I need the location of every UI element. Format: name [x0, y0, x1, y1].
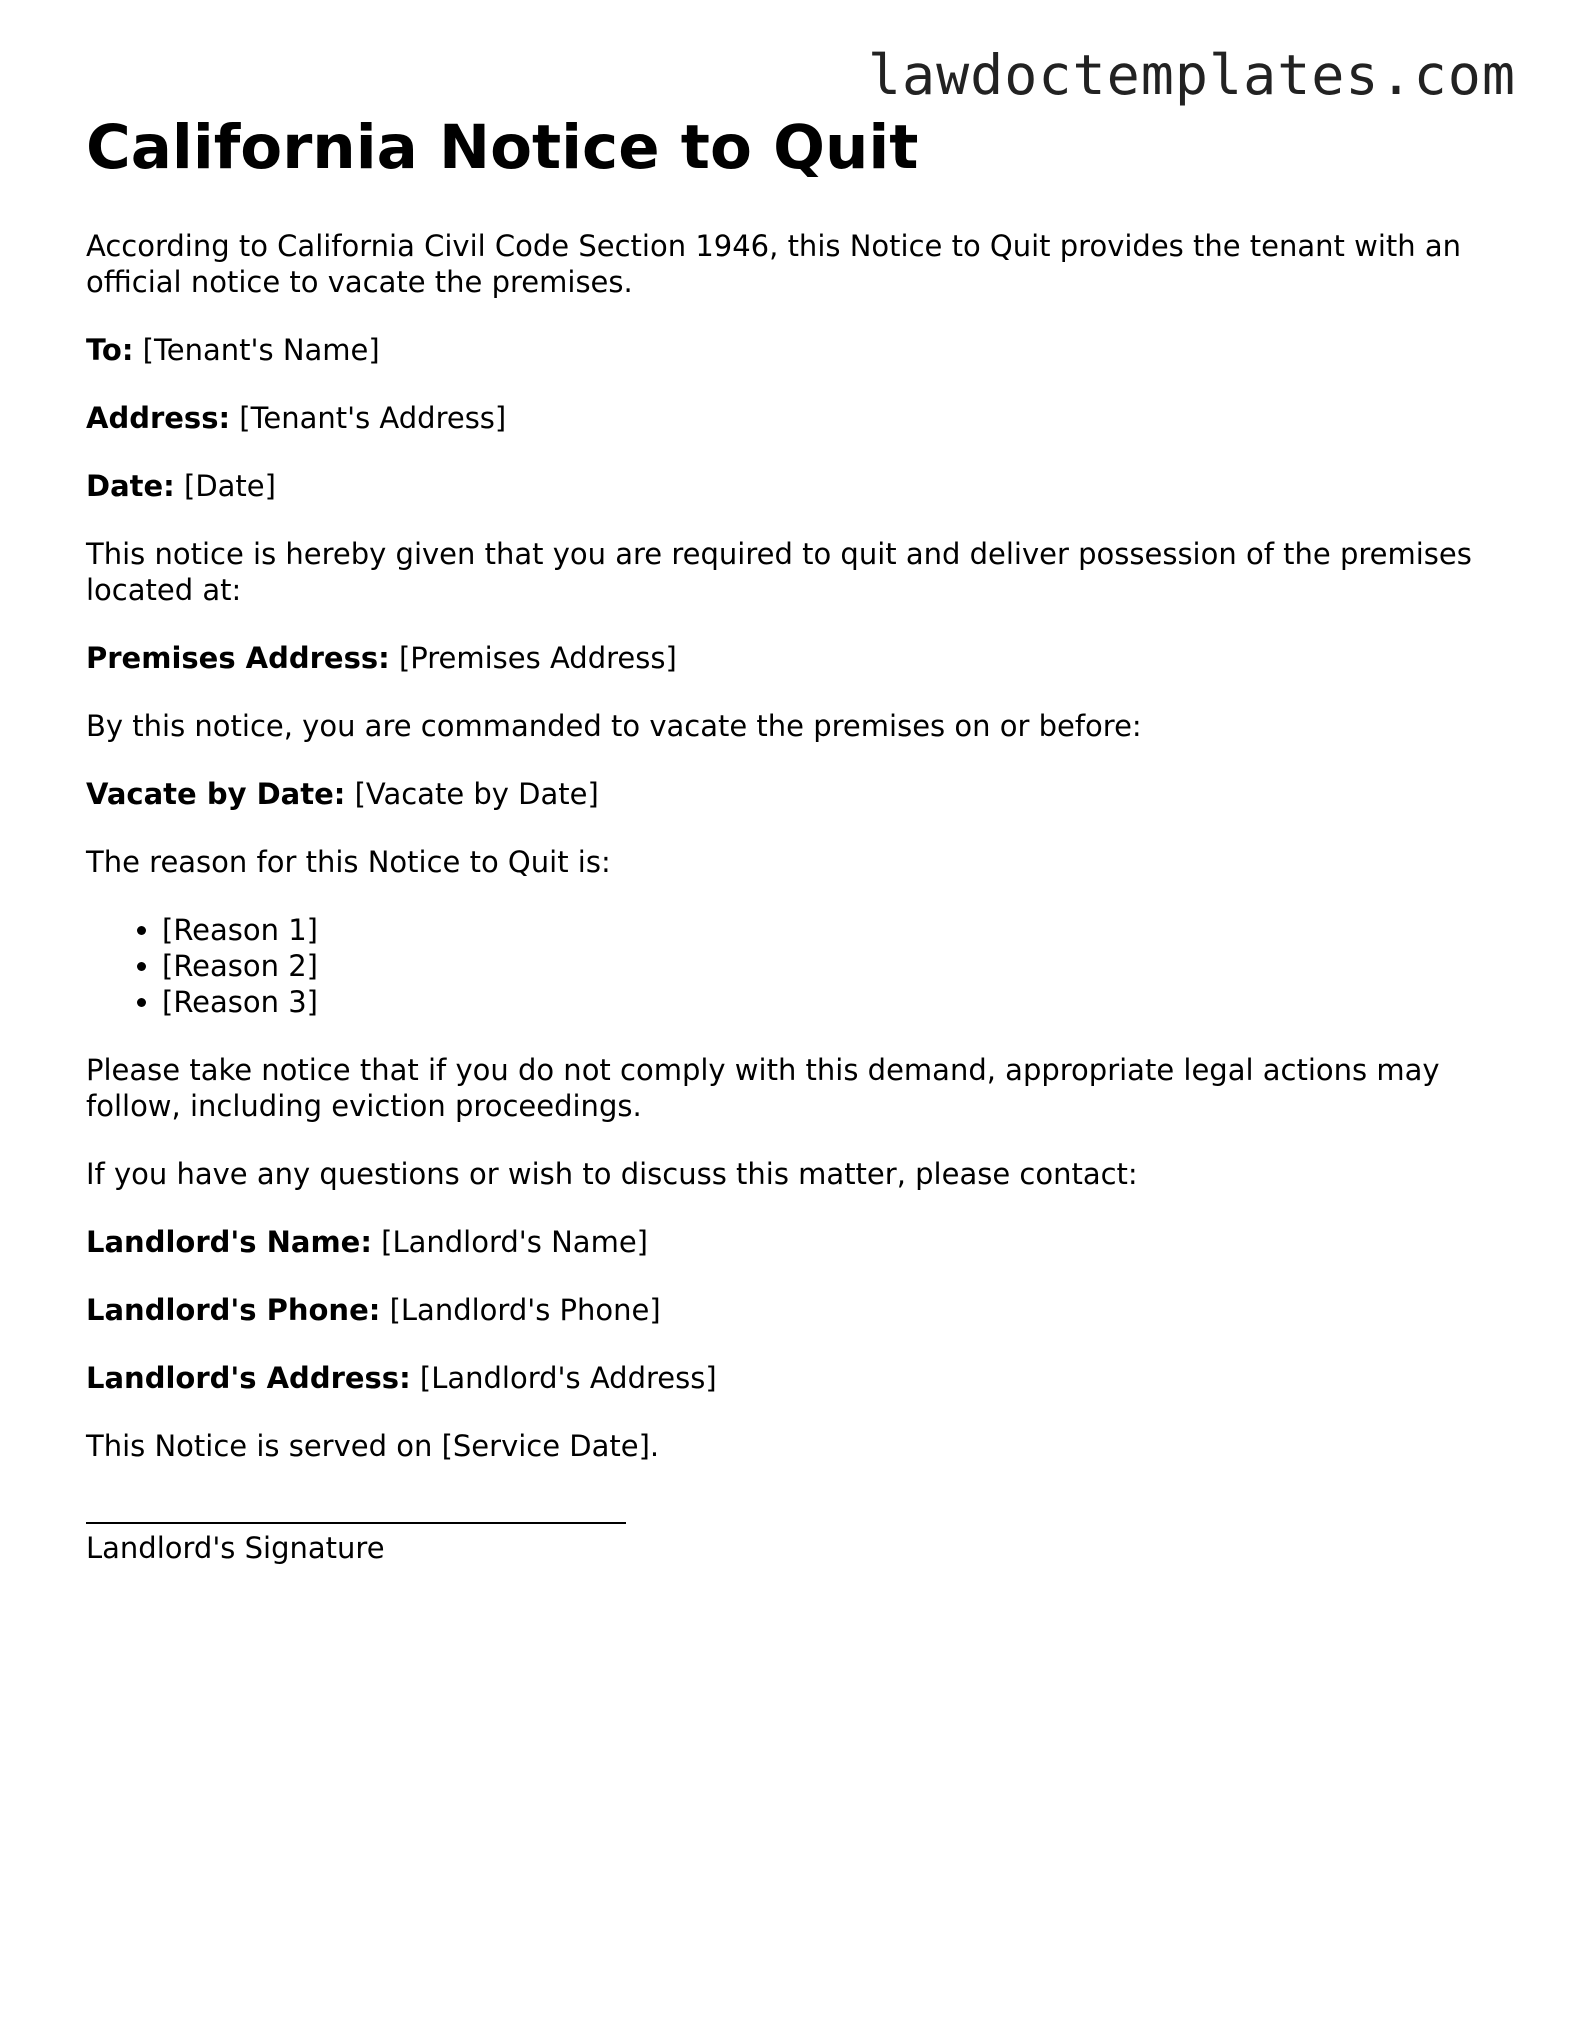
- site-watermark: lawdoctemplates.com: [867, 43, 1516, 107]
- service-date-paragraph: This Notice is served on [Service Date].: [86, 1429, 660, 1463]
- landlord-phone-label: Landlord's Phone:: [86, 1293, 381, 1327]
- list-item: • [Reason 3]: [162, 984, 1496, 1020]
- document-title: California Notice to Quit: [86, 112, 919, 183]
- intro-paragraph: According to California Civil Code Section 1946, this Notice to Quit provides the tenant with an official notice to vacate the premises.: [86, 229, 1462, 299]
- list-item: • [Reason 2]: [162, 948, 1496, 984]
- tenant-name-field: [86, 332, 1496, 368]
- date-value: [Date]: [184, 469, 276, 503]
- notice-paragraph: This notice is hereby given that you are required to quit and deliver possession of the premises located at:: [86, 537, 1472, 607]
- landlord-address-value: [Landlord's Address]: [419, 1361, 717, 1395]
- signature-label: Landlord's Signature: [86, 1531, 385, 1565]
- vacate-date-label: Vacate by Date:: [86, 777, 346, 811]
- signature-line: [86, 1498, 626, 1524]
- reason-intro: The reason for this Notice to Quit is:: [86, 845, 611, 879]
- landlord-name-value: [Landlord's Name]: [381, 1225, 648, 1259]
- premises-address-label: Premises Address:: [86, 641, 390, 675]
- signature-block: [86, 1498, 1496, 1566]
- tenant-name-label: To:: [86, 333, 134, 367]
- landlord-phone-value: [Landlord's Phone]: [389, 1293, 661, 1327]
- landlord-name-label: Landlord's Name:: [86, 1225, 372, 1259]
- contact-paragraph: If you have any questions or wish to discuss this matter, please contact:: [86, 1157, 1138, 1191]
- premises-address-value: [Premises Address]: [398, 641, 677, 675]
- notice-document: [86, 108, 1496, 1566]
- tenant-name-value: [Tenant's Name]: [142, 333, 380, 367]
- tenant-address-value: [Tenant's Address]: [239, 401, 507, 435]
- landlord-phone-field: [86, 1292, 1496, 1328]
- landlord-name-field: [86, 1224, 1496, 1260]
- landlord-address-field: [86, 1360, 1496, 1396]
- command-paragraph: By this notice, you are commanded to vacate the premises on or before:: [86, 709, 1142, 743]
- tenant-address-label: Address:: [86, 401, 231, 435]
- premises-address-field: [86, 640, 1496, 676]
- warning-paragraph: Please take notice that if you do not comply with this demand, appropriate legal actions may follow, including eviction proceedings.: [86, 1053, 1440, 1123]
- date-label: Date:: [86, 469, 175, 503]
- list-item: • [Reason 1]: [162, 912, 1496, 948]
- vacate-date-field: [86, 776, 1496, 812]
- tenant-address-field: [86, 400, 1496, 436]
- reasons-list: [86, 912, 1496, 1020]
- date-field: [86, 468, 1496, 504]
- landlord-address-label: Landlord's Address:: [86, 1361, 411, 1395]
- vacate-date-value: [Vacate by Date]: [354, 777, 599, 811]
